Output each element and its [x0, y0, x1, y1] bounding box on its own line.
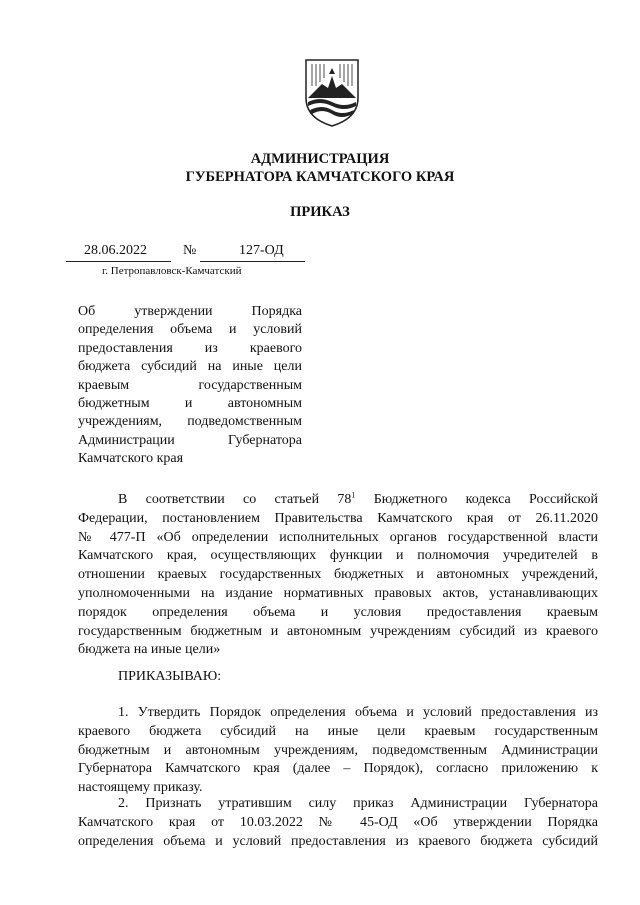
preamble-line: Камчатского края, осуществляющих функции и полномочия учредителей в	[78, 548, 598, 564]
subject-line: определения объема и условий	[78, 322, 302, 338]
preamble-line: Федерации, постановлением Правительства Камчатского края от 26.11.2020	[78, 510, 598, 526]
item-1-line: Губернатора Камчатского края (далее – Порядок), согласно приложению к	[78, 761, 598, 777]
preamble-line-1: В соответствии со статьей $78^1$ Бюджетного кодекса Российской	[118, 490, 598, 507]
preamble-line: № 477-П «Об определении исполнительных органов государственной власти	[78, 529, 598, 545]
preamble-line: бюджета на иные цели»	[78, 642, 221, 658]
document-subject	[78, 303, 302, 469]
item-2-line: 2. Признать утратившим силу приказ Администрации Губернатора	[118, 796, 598, 811]
item-1-line: настоящему приказу.	[78, 780, 203, 796]
issue-city: г. Петропавловск-Камчатский	[102, 265, 242, 277]
coat-of-arms-emblem	[302, 56, 362, 128]
subject-line: Администрации Губернатора	[78, 432, 302, 448]
item-1-line: 1. Утвердить Порядок определения объема и условий предоставления из	[118, 705, 598, 720]
item-2-paragraph	[78, 795, 598, 851]
preamble-line: уполномоченными на издание нормативных правовых актов, устанавливающих	[78, 585, 598, 601]
item-1-paragraph	[78, 704, 598, 798]
subject-line: Камчатского края	[78, 451, 184, 467]
order-word: ПРИКАЗЫВАЮ:	[118, 669, 222, 684]
subject-line: Об утверждении Порядка	[78, 304, 302, 319]
preamble-line: порядок определения объема и условия предоставления краевым	[78, 604, 598, 620]
subject-line: бюджета субсидий на иные цели	[78, 359, 302, 375]
number-underline	[200, 261, 305, 262]
preamble-line: отношении краевых государственных бюджетных и автономных учреждений,	[78, 567, 598, 583]
item-1-line: бюджетным и автономным учреждениям, подведомственным Администрации	[78, 742, 598, 758]
subject-line: предоставления из краевого	[78, 340, 302, 356]
subject-line: краевым государственным	[78, 377, 302, 393]
subject-line: бюджетным и автономным	[78, 396, 302, 412]
subject-line: учреждениям, подведомственным	[78, 414, 302, 430]
item-2-line: Камчатского края от 10.03.2022 № 45-ОД «Об утверждении Порядка	[78, 814, 598, 830]
preamble-paragraph	[78, 491, 598, 660]
superscript: 1	[351, 490, 356, 500]
document-type: ПРИКАЗ	[290, 204, 350, 220]
agency-name-line2: ГУБЕРНАТОРА КАМЧАТСКОГО КРАЯ	[185, 169, 455, 185]
document-number: 127-ОД	[239, 243, 284, 258]
item-2-line: определения объема и условий предоставления из краевого бюджета субсидий	[78, 833, 598, 849]
item-1-line: краевого бюджета субсидий на иные цели краевым государственным	[78, 723, 598, 739]
document-date: 28.06.2022	[84, 243, 147, 258]
date-underline	[66, 261, 171, 262]
agency-name-line1: АДМИНИСТРАЦИЯ	[250, 151, 390, 167]
number-sign: №	[183, 243, 197, 258]
preamble-line: государственным бюджетным и автономным учреждениям субсидий из краевого	[78, 623, 598, 639]
